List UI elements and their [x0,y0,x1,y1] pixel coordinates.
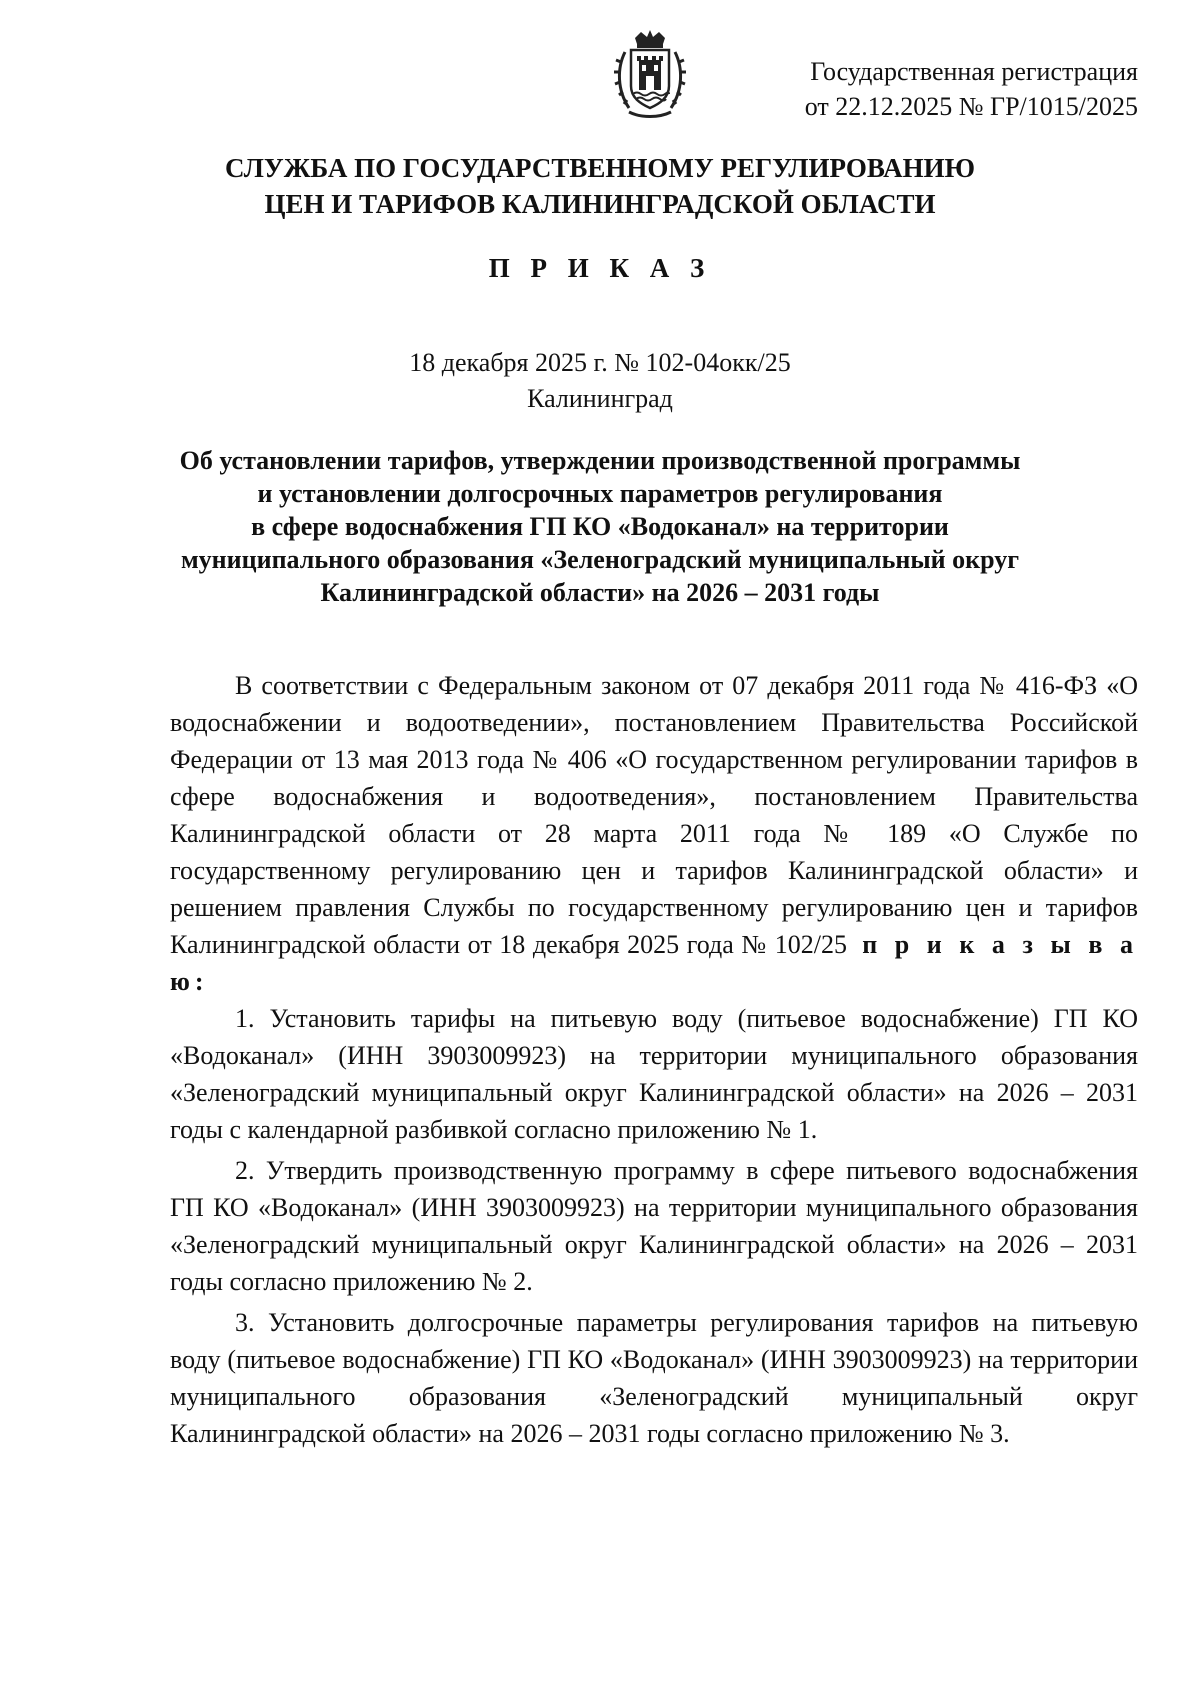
title-line-2: и установлении долгосрочных параметров регулирования [257,479,943,508]
document-title [120,444,1080,609]
order-word: п р и к а з ы в а ю: [170,930,1138,996]
document-body [170,667,1138,1452]
agency-name [0,150,1200,222]
order-item-1: 1. Установить тарифы на питьевую воду (питьевое водоснабжение) ГП КО «Водоканал» (ИНН 3903009923) на территории муниципального образования «Зеленоградский муниципальный округ Калининградской области» на 2026 – 2031 годы с календарной разбивкой согласно приложению № 1. [170,1004,1138,1144]
preamble-paragraph [170,667,1138,1000]
document-type: П Р И К А З [488,253,712,283]
title-line-5: Калининградской области» на 2026 – 2031 годы [320,578,880,607]
order-item-3: 3. Установить долгосрочные параметры регулирования тарифов на питьевую воду (питьевое водоснабжение) ГП КО «Водоканал» (ИНН 3903009923) на территории муниципального образования «Зеленоградский муниципальный округ Калининградской области» на 2026 – 2031 годы согласно приложению № 3. [170,1308,1138,1448]
date-block [0,345,1200,417]
registration-line-2: от 22.12.2025 № ГР/1015/2025 [804,92,1138,121]
title-line-1: Об установлении тарифов, утверждении производственной программы [179,446,1021,475]
agency-line-2: ЦЕН И ТАРИФОВ КАЛИНИНГРАДСКОЙ ОБЛАСТИ [264,189,936,219]
date-and-number: 18 декабря 2025 г. № 102-04окк/25 [409,348,791,377]
city: Калининград [527,384,673,413]
coat-of-arms-icon [611,28,689,122]
title-line-4: муниципального образования «Зеленоградский муниципальный округ [180,545,1020,574]
agency-line-1: СЛУЖБА ПО ГОСУДАРСТВЕННОМУ РЕГУЛИРОВАНИЮ [224,153,976,183]
registration-stamp [718,54,1138,124]
title-line-3: в сфере водоснабжения ГП КО «Водоканал» на территории [251,512,949,541]
order-item-2: 2. Утвердить производственную программу в сфере питьевого водоснабжения ГП КО «Водоканал» (ИНН 3903009923) на территории муниципального образования «Зеленоградский муниципальный округ Калининградской области» на 2026 – 2031 годы согласно приложению № 2. [170,1156,1138,1296]
preamble-text: В соответствии с Федеральным законом от 07 декабря 2011 года № 416-ФЗ «О водоснабжении и водоотведении», постановлением Правительства Российской Федерации от 13 мая 2013 года № 406 «О государственном регулировании тарифов в сфере водоснабжения и водоотведения», постановлением Правительства Калининградской области от 28 марта 2011 года № 189 «О Службе по государственному регулированию цен и тарифов Калининградской области» и решением правления Службы по государственному регулированию цен и тарифов Калининградской области от 18 декабря 2025 года № 102/25 [170,671,1138,959]
registration-line-1: Государственная регистрация [810,57,1138,86]
